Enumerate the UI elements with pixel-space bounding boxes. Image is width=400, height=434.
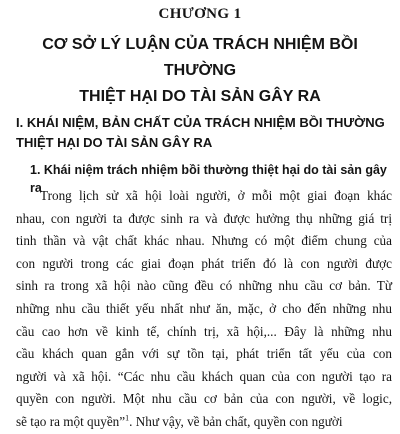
section-heading-line: I. KHÁI NIỆM, BẢN CHẤT CỦA TRÁCH NHIỆM BỒI THƯỜNG: [16, 115, 385, 130]
body-line-start: sẽ tạo ra một quyền”: [16, 413, 126, 429]
body-line-with-footnote: [16, 411, 392, 434]
body-line: sinh ra trong xã hội nào cũng đều có những nhu cầu cơ bản. Từ: [16, 278, 392, 294]
chapter-title-line: THIỆT HẠI DO TÀI SẢN GÂY RA: [79, 88, 321, 105]
body-line: cầu khách quan gắn với sự tồn tại, phát triển tất yếu của con: [16, 346, 392, 362]
body-line: những nhu cầu thiết yếu nhất như ăn, mặc, ở cho đến những nhu: [16, 300, 392, 316]
body-line: tinh thần và vật chất khác nhau. Nhưng có một điểm chung của: [16, 233, 392, 249]
body-line: Trong lịch sử xã hội loài người, ở mỗi một giai đoạn khác: [40, 188, 392, 203]
body-line: cầu cao hơn về kinh tế, chính trị, xã hội,... Đây là những nhu: [16, 323, 392, 339]
subsection-heading: 1. Khái niệm trách nhiệm bồi thường thiệt hại do tài sản gây ra: [30, 163, 387, 195]
section-heading-line: THIỆT HẠI DO TÀI SẢN GÂY RA: [16, 135, 213, 150]
chapter-label: CHƯƠNG 1: [158, 6, 242, 22]
body-line: quyền con người. Một nhu cầu cơ bản của con người, về logic,: [16, 391, 392, 407]
section-heading: [16, 113, 390, 153]
body-line: người và xã hội. “Các nhu cầu khách quan của con người tạo ra: [16, 368, 392, 384]
chapter-title: [20, 32, 380, 110]
body-line-end: . Như vậy, về bản chất, quyền con người: [129, 413, 343, 429]
body-line: con người trong các giai đoạn phát triển đó là con người được: [16, 255, 392, 271]
footnote-mark[interactable]: 1: [125, 413, 130, 423]
body-line: nhau, con người ta được sinh ra và được hưởng thụ những giá trị: [16, 210, 392, 226]
body-paragraph: [16, 185, 392, 434]
chapter-title-line: CƠ SỞ LÝ LUẬN CỦA TRÁCH NHIỆM BỒI THƯỜNG: [42, 36, 358, 79]
